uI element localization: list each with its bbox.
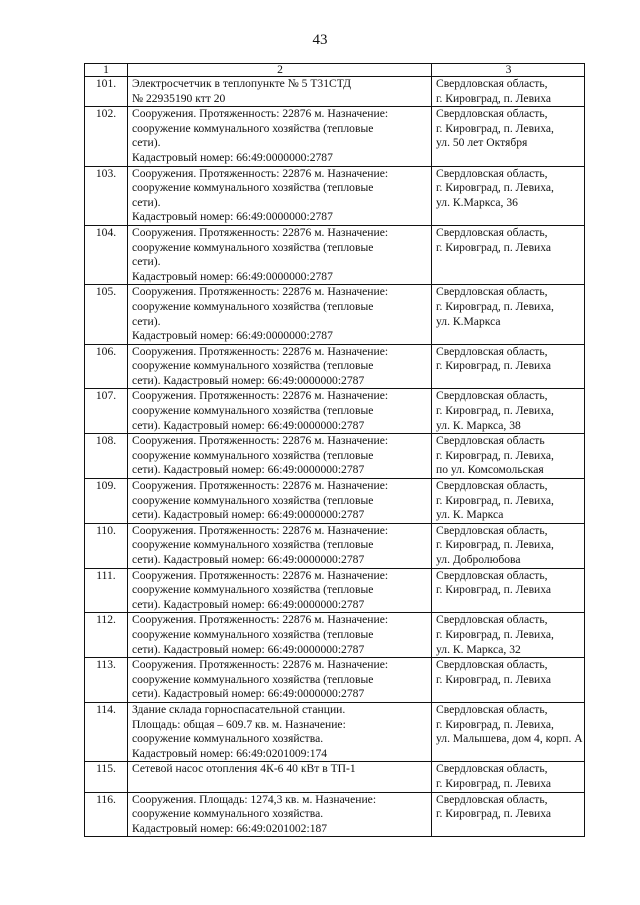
- description-line: Кадастровый номер: 66:49:0000000:2787: [132, 210, 333, 224]
- object-address: [432, 434, 585, 479]
- description-line: сети). Кадастровый номер: 66:49:0000000:2787: [132, 418, 365, 432]
- description-line: сети). Кадастровый номер: 66:49:0000000:2787: [132, 553, 365, 566]
- description-line: сооружение коммунального хозяйства (тепловые: [132, 448, 374, 462]
- table-row: [85, 434, 585, 479]
- address-line: г. Кировград, п. Левиха,: [436, 121, 554, 135]
- row-number: 108.: [85, 434, 128, 479]
- row-number: 102.: [85, 107, 128, 166]
- description-line: сооружение коммунального хозяйства.: [132, 732, 324, 746]
- object-description: [128, 613, 432, 658]
- address-line: Свердловская область,: [436, 568, 548, 582]
- table-row: [85, 568, 585, 613]
- object-description: [128, 166, 432, 225]
- object-address: [432, 389, 585, 434]
- address-line: г. Кировград, п. Левиха,: [436, 448, 554, 462]
- object-address: [432, 762, 585, 792]
- description-line: Сооружения. Протяженность: 22876 м. Назначение:: [132, 613, 389, 627]
- description-line: сети). Кадастровый номер: 66:49:0000000:2787: [132, 463, 365, 477]
- address-line: Свердловская область,: [436, 523, 548, 537]
- address-line: г. Кировград, п. Левиха: [436, 776, 552, 790]
- address-line: Свердловская область,: [436, 658, 548, 672]
- description-line: сооружение коммунального хозяйства (тепловые: [132, 121, 374, 135]
- description-line: сооружение коммунального хозяйства (тепловые: [132, 181, 374, 195]
- table-row: [85, 285, 585, 344]
- row-number: 115.: [85, 762, 128, 792]
- description-line: сооружение коммунального хозяйства (тепловые: [132, 493, 374, 507]
- description-line: Сооружения. Протяженность: 22876 м. Назначение:: [132, 523, 389, 537]
- description-line: сооружение коммунального хозяйства (тепловые: [132, 583, 374, 597]
- table-row: [85, 479, 585, 524]
- address-line: Свердловская область,: [436, 285, 548, 299]
- object-address: [432, 166, 585, 225]
- description-line: Кадастровый номер: 66:49:0201009:174: [132, 746, 328, 760]
- table-row: [85, 107, 585, 166]
- address-line: Свердловская область,: [436, 792, 548, 806]
- description-line: Сооружения. Протяженность: 22876 м. Назначение:: [132, 285, 389, 299]
- object-address: [432, 107, 585, 166]
- column-header-3: 3: [432, 64, 585, 77]
- address-line: г. Кировград, п. Левиха: [436, 359, 552, 373]
- description-line: сети).: [132, 136, 161, 150]
- address-line: Свердловская область,: [436, 389, 548, 403]
- address-line: Свердловская область,: [436, 762, 548, 776]
- table-row: [85, 166, 585, 225]
- description-line: сооружение коммунального хозяйства (тепловые: [132, 404, 374, 418]
- object-description: [128, 107, 432, 166]
- address-line: г. Кировград, п. Левиха: [436, 583, 552, 597]
- row-number: 105.: [85, 285, 128, 344]
- row-number: 106.: [85, 344, 128, 389]
- description-line: Кадастровый номер: 66:49:0000000:2787: [132, 329, 333, 343]
- description-line: сети). Кадастровый номер: 66:49:0000000:2787: [132, 597, 365, 611]
- object-address: [432, 613, 585, 658]
- object-description: [128, 792, 432, 837]
- address-line: г. Кировград, п. Левиха,: [436, 493, 554, 507]
- description-line: Сооружения. Протяженность: 22876 м. Назначение:: [132, 389, 389, 403]
- description-line: сети).: [132, 255, 161, 269]
- description-line: Сетевой насос отопления 4К-6 40 кВт в ТП-1: [132, 762, 356, 776]
- address-line: ул. К.Маркса: [436, 314, 501, 328]
- description-line: Кадастровый номер: 66:49:0000000:2787: [132, 269, 333, 283]
- object-address: [432, 225, 585, 284]
- description-line: сети).: [132, 195, 161, 209]
- description-line: сооружение коммунального хозяйства (тепловые: [132, 672, 374, 686]
- table-row: [85, 344, 585, 389]
- address-line: г. Кировград, п. Левиха: [436, 807, 552, 821]
- address-line: Свердловская область,: [436, 344, 548, 358]
- address-line: г. Кировград, п. Левиха,: [436, 538, 554, 552]
- address-line: ул. К. Маркса, 38: [436, 418, 521, 432]
- row-number: 111.: [85, 568, 128, 613]
- column-header-2: 2: [128, 64, 432, 77]
- description-line: сооружение коммунального хозяйства (тепловые: [132, 240, 374, 254]
- object-address: [432, 77, 585, 107]
- description-line: Сооружения. Протяженность: 22876 м. Назначение:: [132, 344, 389, 358]
- row-number: 103.: [85, 166, 128, 225]
- object-address: [432, 658, 585, 703]
- address-line: ул. К. Маркса, 32: [436, 642, 521, 656]
- object-description: [128, 389, 432, 434]
- table-row: [85, 762, 585, 792]
- address-line: Свердловская область,: [436, 702, 548, 716]
- object-description: [128, 762, 432, 792]
- description-line: сооружение коммунального хозяйства (тепловые: [132, 627, 374, 641]
- object-description: [128, 568, 432, 613]
- address-line: Свердловская область,: [436, 613, 548, 627]
- address-line: Свердловская область,: [436, 479, 548, 493]
- page-number: 43: [312, 32, 328, 48]
- address-line: Свердловская область,: [436, 166, 548, 180]
- row-number: 112.: [85, 613, 128, 658]
- address-line: г. Кировград, п. Левиха,: [436, 404, 554, 418]
- description-line: Электросчетчик в теплопункте № 5 Т31СТД: [132, 77, 352, 90]
- object-address: [432, 702, 585, 761]
- address-line: г. Кировград, п. Левиха,: [436, 717, 554, 731]
- address-line: ул. К. Маркса: [436, 508, 504, 522]
- description-line: сети). Кадастровый номер: 66:49:0000000:2787: [132, 642, 365, 656]
- table-row: [85, 389, 585, 434]
- object-description: [128, 225, 432, 284]
- address-line: г. Кировград, п. Левиха,: [436, 181, 554, 195]
- description-line: сети). Кадастровый номер: 66:49:0000000:2787: [132, 508, 365, 522]
- address-line: г. Кировград, п. Левиха: [436, 672, 552, 686]
- description-line: Сооружения. Протяженность: 22876 м. Назначение:: [132, 658, 389, 672]
- description-line: сети). Кадастровый номер: 66:49:0000000:2787: [132, 373, 365, 387]
- property-table: [84, 63, 585, 837]
- address-line: ул. Добролюбова: [436, 553, 521, 566]
- description-line: сети).: [132, 314, 161, 328]
- description-line: сооружение коммунального хозяйства (тепловые: [132, 299, 374, 313]
- address-line: Свердловская область: [436, 434, 545, 448]
- row-number: 116.: [85, 792, 128, 837]
- description-line: сооружение коммунального хозяйства (тепловые: [132, 538, 374, 552]
- object-description: [128, 285, 432, 344]
- object-description: [128, 702, 432, 761]
- description-line: Сооружения. Протяженность: 22876 м. Назначение:: [132, 225, 389, 239]
- description-line: Здание склада горноспасательной станции.: [132, 702, 346, 716]
- address-line: Свердловская область,: [436, 77, 548, 90]
- address-line: Свердловская область,: [436, 225, 548, 239]
- address-line: г. Кировград, п. Левиха,: [436, 299, 554, 313]
- address-line: г. Кировград, п. Левиха,: [436, 627, 554, 641]
- object-description: [128, 523, 432, 568]
- description-line: сооружение коммунального хозяйства.: [132, 807, 324, 821]
- object-description: [128, 658, 432, 703]
- description-line: Сооружения. Протяженность: 22876 м. Назначение:: [132, 166, 389, 180]
- object-address: [432, 479, 585, 524]
- description-line: Сооружения. Протяженность: 22876 м. Назначение:: [132, 107, 389, 121]
- column-header-1: 1: [85, 64, 128, 77]
- description-line: Сооружения. Протяженность: 22876 м. Назначение:: [132, 479, 389, 493]
- description-line: Сооружения. Протяженность: 22876 м. Назначение:: [132, 568, 389, 582]
- row-number: 114.: [85, 702, 128, 761]
- address-line: Свердловская область,: [436, 107, 548, 121]
- table-row: [85, 658, 585, 703]
- address-line: ул. Малышева, дом 4, корп. А: [436, 732, 583, 746]
- object-description: [128, 479, 432, 524]
- table-row: [85, 792, 585, 837]
- table-row: [85, 225, 585, 284]
- object-address: [432, 568, 585, 613]
- object-address: [432, 285, 585, 344]
- table-row: [85, 523, 585, 568]
- description-line: Площадь: общая – 609.7 кв. м. Назначение:: [132, 717, 346, 731]
- address-line: ул. К.Маркса, 36: [436, 195, 518, 209]
- address-line: г. Кировград, п. Левиха: [436, 91, 552, 105]
- description-line: Кадастровый номер: 66:49:0201002:187: [132, 821, 328, 835]
- address-line: г. Кировград, п. Левиха: [436, 240, 552, 254]
- object-address: [432, 344, 585, 389]
- row-number: 113.: [85, 658, 128, 703]
- object-address: [432, 523, 585, 568]
- table-header-row: [85, 64, 585, 77]
- table-row: [85, 613, 585, 658]
- object-address: [432, 792, 585, 837]
- description-line: сети). Кадастровый номер: 66:49:0000000:2787: [132, 687, 365, 701]
- description-line: сооружение коммунального хозяйства (тепловые: [132, 359, 374, 373]
- address-line: по ул. Комсомольская: [436, 463, 544, 477]
- address-line: ул. 50 лет Октября: [436, 136, 528, 150]
- table-body: [85, 77, 585, 837]
- description-line: Сооружения. Площадь: 1274,3 кв. м. Назначение:: [132, 792, 377, 806]
- row-number: 109.: [85, 479, 128, 524]
- object-description: [128, 344, 432, 389]
- object-description: [128, 434, 432, 479]
- description-line: № 22935190 ктт 20: [132, 91, 226, 105]
- row-number: 101.: [85, 77, 128, 107]
- description-line: Кадастровый номер: 66:49:0000000:2787: [132, 150, 333, 164]
- object-description: [128, 77, 432, 107]
- table-row: [85, 702, 585, 761]
- row-number: 110.: [85, 523, 128, 568]
- row-number: 104.: [85, 225, 128, 284]
- description-line: Сооружения. Протяженность: 22876 м. Назначение:: [132, 434, 389, 448]
- row-number: 107.: [85, 389, 128, 434]
- table-row: [85, 77, 585, 107]
